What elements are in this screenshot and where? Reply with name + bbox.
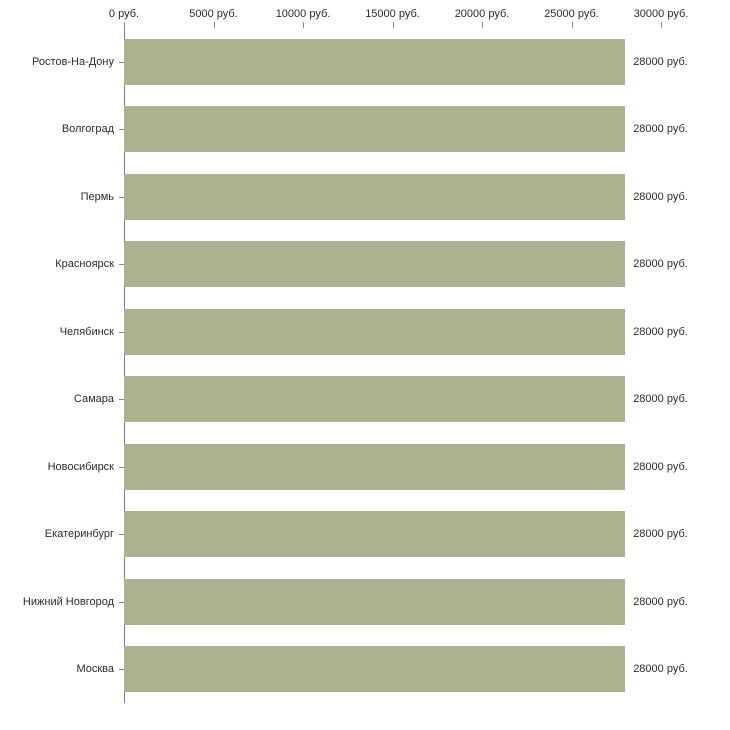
- y-axis-category-label: Нижний Новгород: [22, 595, 114, 608]
- bar[interactable]: [124, 39, 625, 85]
- bar-value-label: 28000 руб.: [633, 190, 688, 203]
- bar-row: [80, 174, 688, 220]
- bar-row: [76, 646, 688, 692]
- bar[interactable]: [124, 174, 625, 220]
- bar-value-label: 28000 руб.: [633, 663, 688, 676]
- bar-row: [47, 444, 688, 490]
- bar[interactable]: [124, 646, 625, 692]
- y-axis-tick-mark: [119, 264, 124, 265]
- y-axis-tick-mark: [119, 332, 124, 333]
- bar-row: [22, 579, 688, 625]
- y-axis-category-label: Красноярск: [55, 258, 114, 271]
- bar-row: [73, 376, 688, 422]
- y-axis-tick-mark: [119, 197, 124, 198]
- y-axis-category-label: Челябинск: [59, 325, 114, 338]
- bar[interactable]: [124, 106, 625, 152]
- x-axis-tick-label: 0 руб.: [108, 8, 140, 20]
- y-axis-tick-mark: [119, 602, 124, 603]
- bar[interactable]: [124, 241, 625, 287]
- x-axis-tick-label: 30000 руб.: [633, 8, 689, 20]
- y-axis-category-label: Ростов-На-Дону: [31, 55, 114, 68]
- bar-value-label: 28000 руб.: [633, 258, 688, 271]
- x-axis-tick-label: 10000 руб.: [275, 8, 331, 20]
- x-axis: [0, 0, 730, 28]
- plot-area: [22, 28, 688, 703]
- y-axis-tick-mark: [119, 669, 124, 670]
- y-axis-category-label: Москва: [76, 663, 114, 676]
- y-axis-category-label: Новосибирск: [47, 460, 114, 473]
- y-axis-tick-mark: [119, 62, 124, 63]
- bar[interactable]: [124, 309, 625, 355]
- x-axis-tick-label: 15000 руб.: [365, 8, 420, 20]
- x-axis-tick-label: 5000 руб.: [189, 8, 238, 20]
- y-axis-category-label: Екатеринбург: [44, 528, 114, 541]
- y-axis-tick-mark: [119, 467, 124, 468]
- bar-row: [55, 241, 688, 287]
- bar-row: [31, 39, 688, 85]
- y-axis-tick-mark: [119, 534, 124, 535]
- bar-value-label: 28000 руб.: [633, 595, 688, 608]
- bar-value-label: 28000 руб.: [633, 460, 688, 473]
- bar[interactable]: [124, 376, 625, 422]
- x-axis-tick-mark: [661, 22, 662, 28]
- bar-row: [61, 106, 688, 152]
- bar-value-label: 28000 руб.: [633, 55, 688, 68]
- y-axis-tick-mark: [119, 399, 124, 400]
- bar-row: [59, 309, 688, 355]
- bar[interactable]: [124, 511, 625, 557]
- y-axis-category-label: Волгоград: [61, 123, 114, 136]
- bar-row: [44, 511, 688, 557]
- bar-value-label: 28000 руб.: [633, 528, 688, 541]
- y-axis-category-label: Самара: [73, 393, 114, 406]
- bar[interactable]: [124, 444, 625, 490]
- bar-value-label: 28000 руб.: [633, 393, 688, 406]
- y-axis-category-label: Пермь: [80, 190, 114, 203]
- bar[interactable]: [124, 579, 625, 625]
- x-axis-tick-label: 25000 руб.: [544, 8, 599, 20]
- bar-value-label: 28000 руб.: [633, 325, 688, 338]
- bar-value-label: 28000 руб.: [633, 123, 688, 136]
- y-axis-tick-mark: [119, 129, 124, 130]
- x-axis-tick-label: 20000 руб.: [454, 8, 510, 20]
